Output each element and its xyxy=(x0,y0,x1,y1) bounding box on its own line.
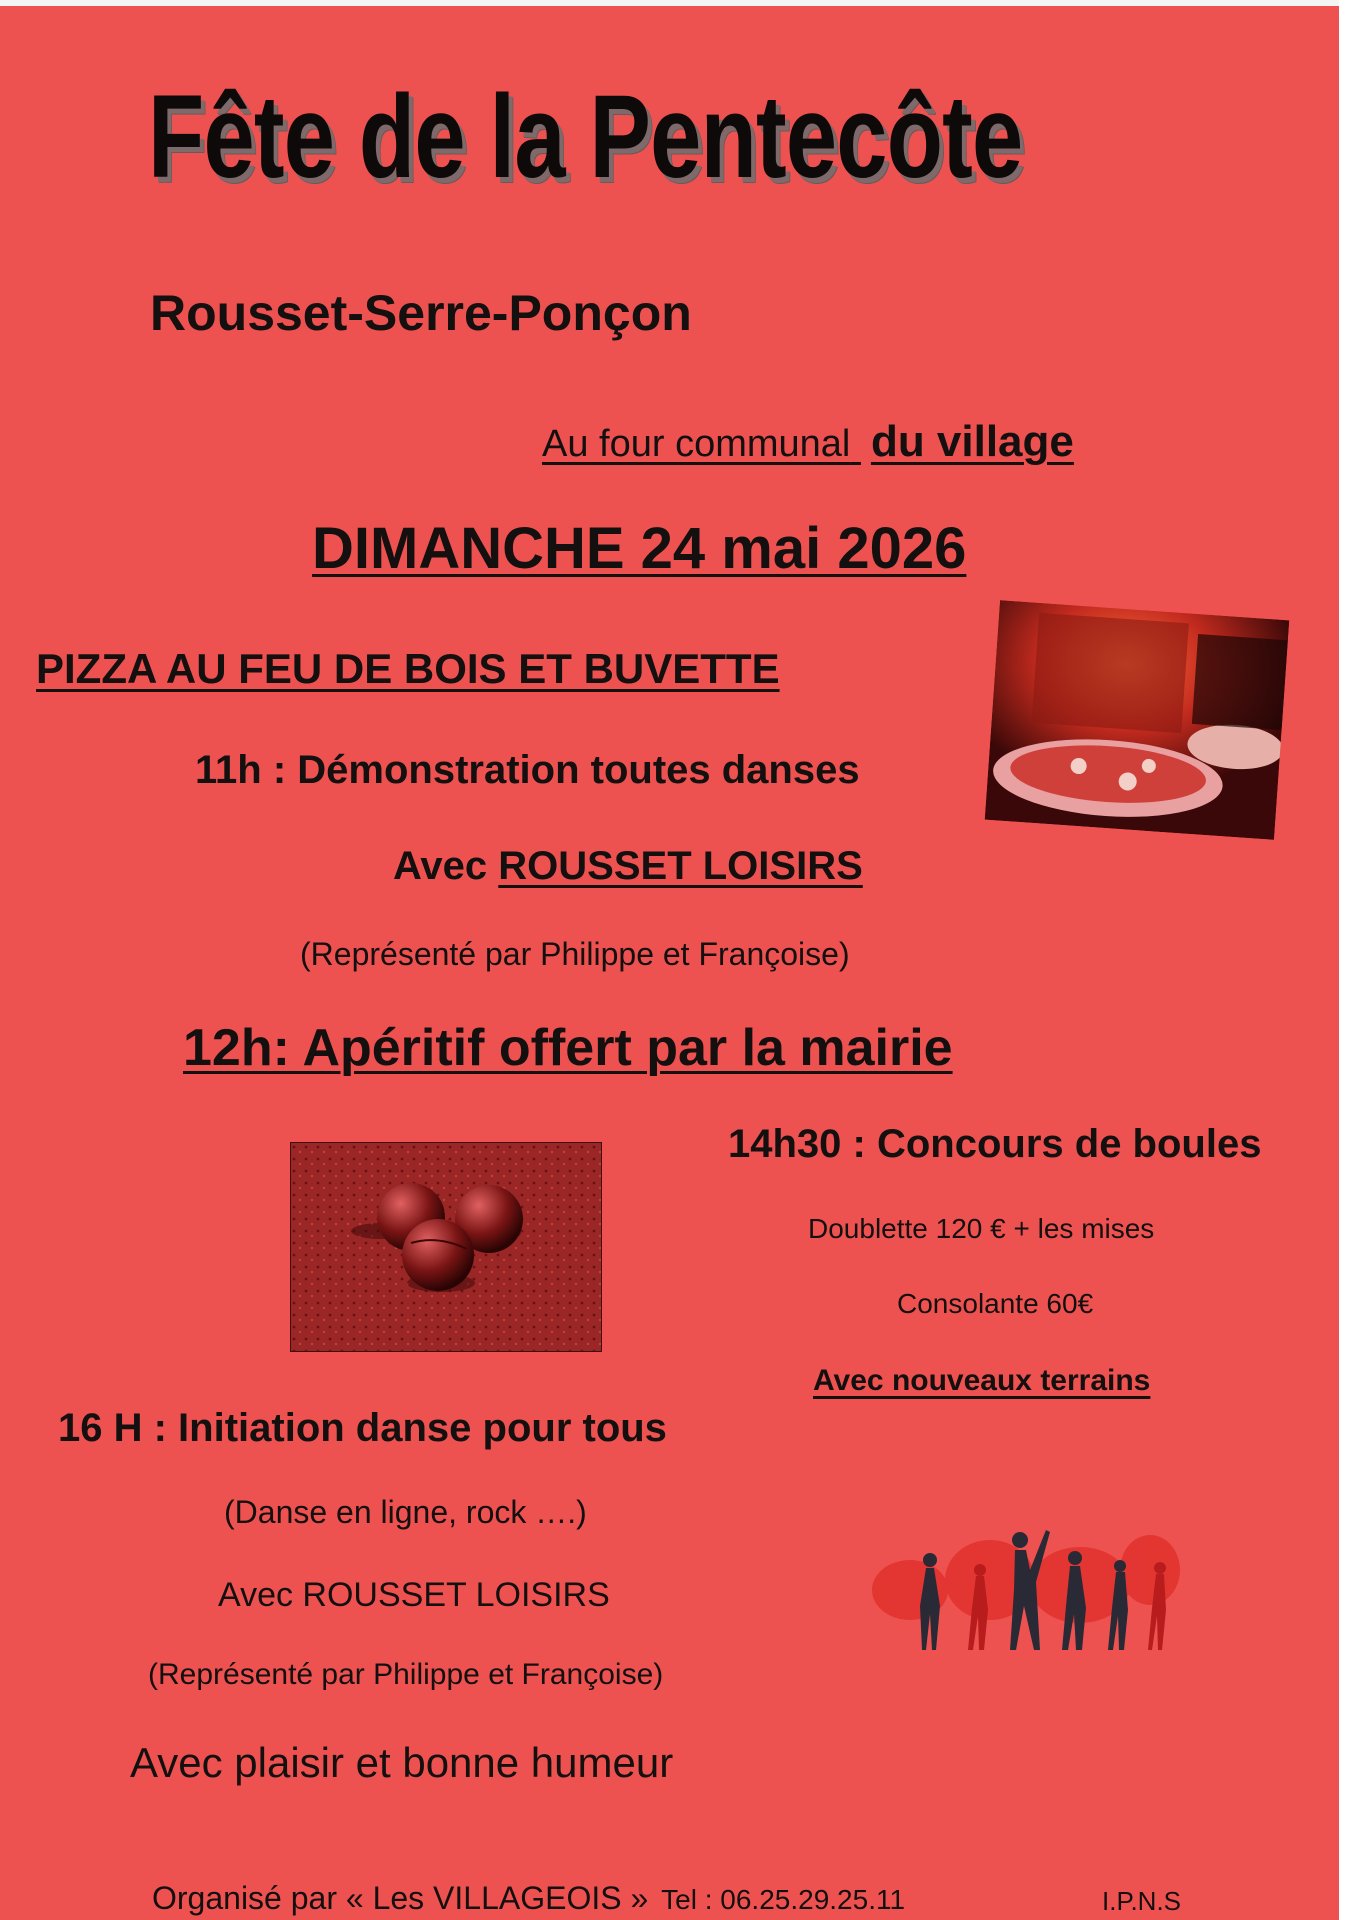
scan-edge-right xyxy=(1339,0,1357,1920)
phone-number: Tel : 06.25.29.25.11 xyxy=(661,1884,906,1915)
represented-by-2: (Représenté par Philippe et Françoise) xyxy=(148,1658,664,1691)
venue-line xyxy=(542,417,1074,466)
event-date: DIMANCHE 24 mai 2026 xyxy=(312,516,967,581)
club-name: ROUSSET LOISIRS xyxy=(498,844,863,888)
ipns-mark: I.P.N.S xyxy=(1102,1886,1182,1916)
dancers-silhouette-art xyxy=(870,1510,1180,1670)
scan-edge-top xyxy=(0,0,1357,6)
new-fields-note: Avec nouveaux terrains xyxy=(813,1364,1151,1397)
venue-prefix: Au four communal xyxy=(542,423,851,465)
represented-by-1: (Représenté par Philippe et Françoise) xyxy=(300,936,850,972)
with-rousset-loisirs-1 xyxy=(393,846,863,886)
consolante-prize: Consolante 60€ xyxy=(897,1288,1094,1319)
venue-emphasis: du village xyxy=(870,417,1074,466)
event-16h: 16 H : Initiation danse pour tous xyxy=(58,1406,667,1450)
footer-organizer xyxy=(152,1882,905,1914)
event-11h: 11h : Démonstration toutes danses xyxy=(195,748,860,792)
poster-subtitle: Rousset-Serre-Ponçon xyxy=(150,285,692,341)
event-12h: 12h: Apéritif offert par la mairie xyxy=(183,1019,953,1077)
with-prefix: Avec xyxy=(393,844,488,888)
with-rousset-loisirs-2: Avec ROUSSET LOISIRS xyxy=(218,1576,610,1614)
dance-styles: (Danse en ligne, rock ….) xyxy=(224,1494,587,1530)
petanque-boules-photo xyxy=(290,1142,602,1352)
closing-line: Avec plaisir et bonne humeur xyxy=(130,1739,674,1786)
poster-title: Fête de la Pentecôte xyxy=(148,71,1023,203)
pizza-oven-photo xyxy=(985,600,1290,840)
organizer: Organisé par « Les VILLAGEOIS » xyxy=(152,1880,649,1916)
event-1430: 14h30 : Concours de boules xyxy=(728,1122,1262,1166)
pizza-heading: PIZZA AU FEU DE BOIS ET BUVETTE xyxy=(36,645,780,692)
doublette-prize: Doublette 120 € + les mises xyxy=(808,1213,1155,1244)
